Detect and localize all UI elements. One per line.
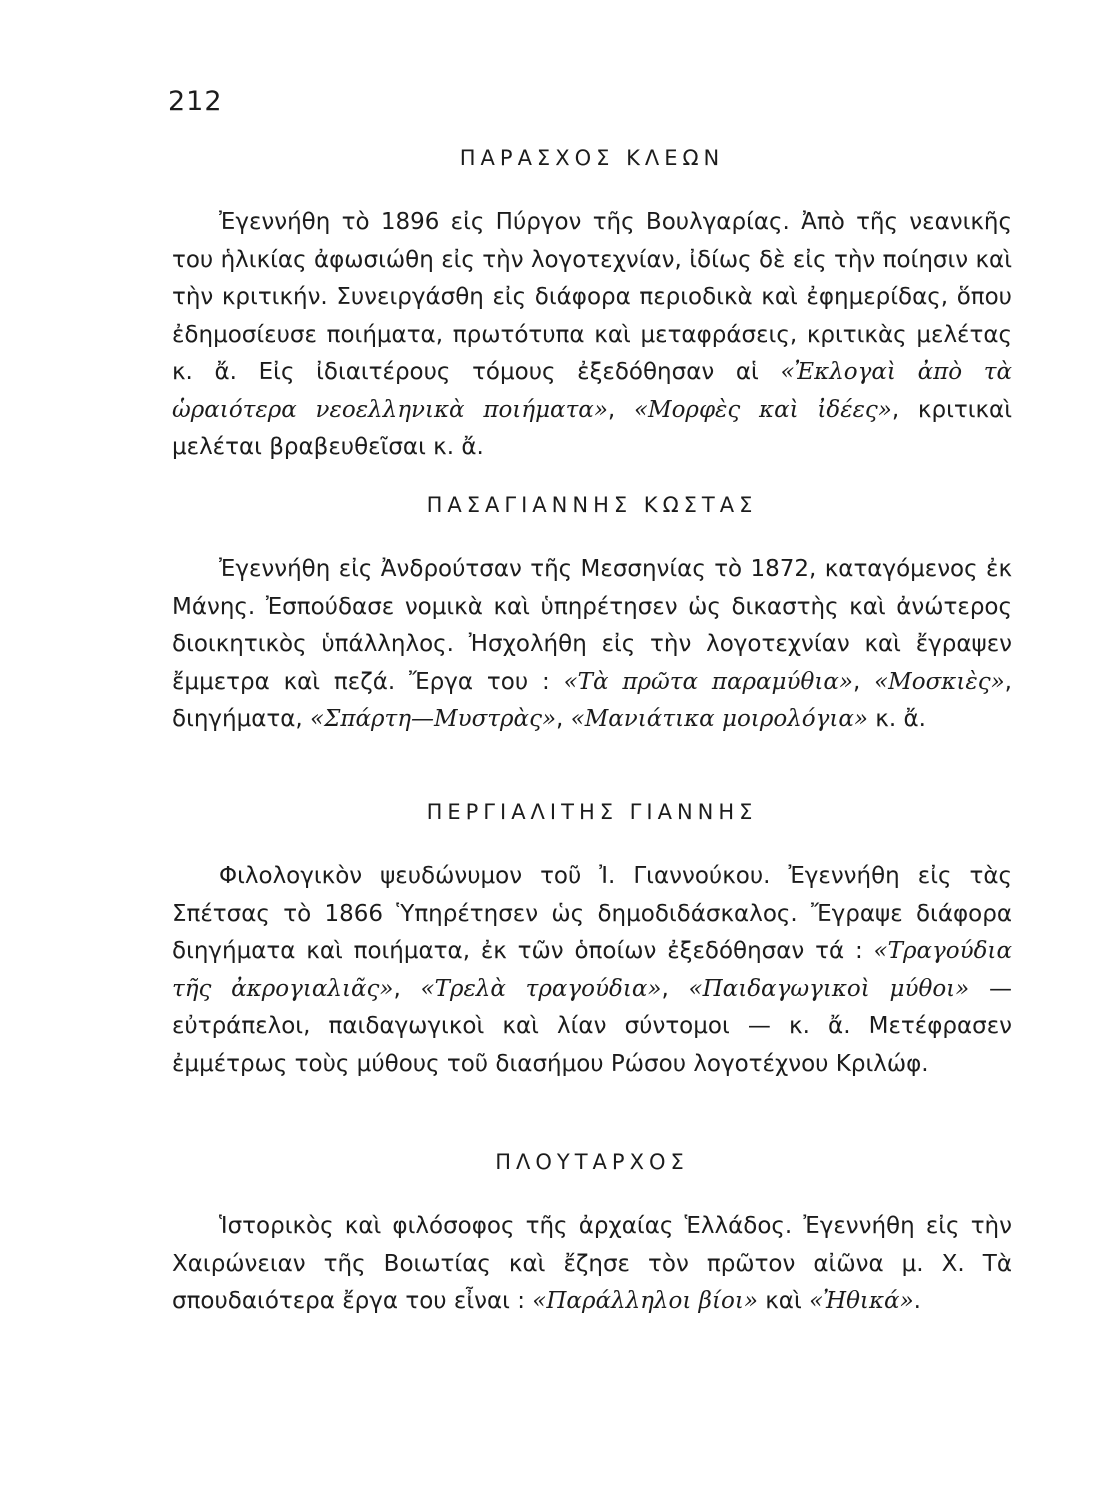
book-title: «Παράλληλοι βίοι» (532, 1288, 758, 1314)
body-text: , (852, 668, 875, 695)
body-text: Ἐγεννήθη τὸ 1896 εἰς Πύργον τῆς Βουλγαρίας. Ἀπὸ τῆς νεανικῆς του ἡλικίας ἀφωσιώθη εἰς τὴν λογοτεχνίαν, ἰδίως δὲ εἰς τὴν ποίησιν καὶ τὴν κριτικήν. Συνειργάσθη εἰς διάφορα περιοδικὰ καὶ ἐφημερίδας, ὅπου ἐδημοσίευσε ποιήματα, πρωτότυπα καὶ μεταφράσεις, κριτικὰς μελέτας κ. ἄ. Εἰς ἰδιαιτέρους τόμους ἐξεδόθησαν αἱ (172, 209, 1012, 385)
entry-body (172, 1208, 1012, 1321)
body-text: , (661, 975, 689, 1002)
entry-pergialitis (172, 800, 1012, 1083)
book-title: «Τραγούδια τῆς ἀκρογιαλιᾶς» (172, 938, 1012, 1002)
book-title: «Τρελὰ τραγούδια» (420, 975, 662, 1002)
book-title: «Μορφὲς καὶ ἰδέες» (633, 396, 892, 423)
body-text: , (556, 706, 571, 732)
book-title: «Μοσκιὲς» (874, 668, 1005, 695)
entry-body (172, 204, 1012, 467)
body-text: , (393, 975, 421, 1002)
body-text: Ἐγεννήθη εἰς Ἀνδρούτσαν τῆς Μεσσηνίας τὸ 1872, καταγόμενος ἐκ Μάνης. Ἐσπούδασε νομικὰ καὶ ὑπηρέτησεν ὡς δικαστὴς καὶ ἀνώτερος διοικητικὸς ὑπάλληλος. Ἠσχολήθη εἰς τὴν λογοτεχνίαν καὶ ἔγραψεν ἔμμετρα καὶ πεζά. Ἔργα του : (172, 556, 1012, 695)
body-text: . (913, 1288, 921, 1314)
page-number: 212 (168, 86, 223, 117)
entry-body (172, 551, 1012, 739)
body-text: , διηγήματα, (172, 668, 1012, 732)
entry-body (172, 858, 1012, 1083)
body-text: — εὐτράπελοι, παιδαγωγικοὶ καὶ λίαν σύντομοι — κ. ἄ. Μετέφρασεν ἐμμέτρως τοὺς μύθους τοῦ διασήμου Ρώσου λογοτέχνου Κριλώφ. (172, 975, 1013, 1077)
book-title: «Ἠθικά» (809, 1288, 914, 1314)
entry-ploutarxos (172, 1150, 1012, 1321)
body-text: κ. ἄ. (867, 706, 926, 732)
book-title: «Σπάρτη—Μυστρὰς» (310, 706, 557, 732)
body-text: , (607, 396, 634, 423)
body-text: Φιλολογικὸν ψευδώνυμον τοῦ Ἰ. Γιαννούκου. Ἐγεννήθη εἰς τὰς Σπέτσας τὸ 1866 Ὑπηρέτησεν ὡς δημοδιδάσκαλος. Ἔγραψε διάφορα διηγήματα καὶ ποιήματα, ἐκ τῶν ὁποίων ἐξεδόθησαν τά : (172, 863, 1012, 964)
body-text: καὶ (757, 1288, 810, 1314)
book-title: «Παιδαγωγικοὶ μύθοι» (688, 975, 970, 1002)
body-text: Ἱστορικὸς καὶ φιλόσοφος τῆς ἀρχαίας Ἑλλάδος. Ἐγεννήθη εἰς τὴν Χαιρώνειαν τῆς Βοιωτίας καὶ ἔζησε τὸν πρῶτον αἰῶνα μ. Χ. Τὰ σπουδαιότερα ἔργα του εἶναι : (172, 1213, 1012, 1314)
entry-heading: ΠΑΣΑΓΙΑΝΝΗΣ ΚΩΣΤΑΣ (426, 493, 758, 517)
entry-parasxos (172, 146, 1012, 467)
body-text: , κριτικαὶ μελέται βραβευθεῖσαι κ. ἄ. (172, 396, 1013, 460)
entry-heading: ΠΕΡΓΙΑΛΙΤΗΣ ΓΙΑΝΝΗΣ (426, 800, 758, 824)
book-title: «Τὰ πρῶτα παραμύθια» (563, 668, 853, 695)
entry-pasagiannis (172, 493, 1012, 739)
entry-heading: ΠΛΟΥΤΑΡΧΟΣ (495, 1150, 689, 1174)
book-title: «Μανιάτικα μοιρολόγια» (570, 706, 868, 732)
entry-heading: ΠΑΡΑΣΧΟΣ ΚΛΕΩΝ (459, 146, 725, 170)
book-title: «Ἐκλογαὶ ἀπὸ τὰ ὡραιότερα νεοελληνικὰ ποιήματα» (172, 359, 1012, 423)
